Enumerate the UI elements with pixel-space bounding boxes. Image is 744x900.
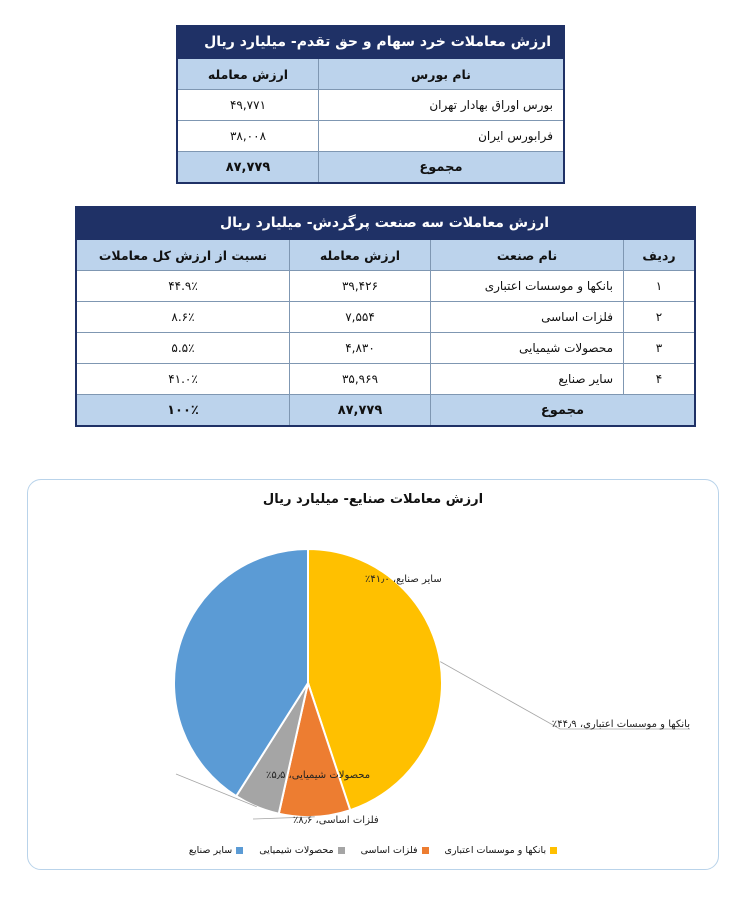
table-row [76, 302, 695, 333]
table1-cell-exchange: فرابورس ایران [319, 121, 565, 152]
table1-total-value: ۸۷,۷۷۹ [177, 152, 319, 184]
chart-legend [28, 845, 718, 856]
table2-cell-percent: ۸.۶٪ [76, 302, 290, 333]
pie-chart-card [27, 479, 719, 870]
table-row [76, 271, 695, 302]
data-label: فلزات اساسی، ۸٫۶٪ [293, 815, 379, 826]
legend-item [259, 845, 344, 856]
table-row [177, 121, 564, 152]
table-row [76, 364, 695, 395]
table1-total-row [177, 152, 564, 184]
chart-title: ارزش معاملات صنایع- میلیارد ریال [262, 492, 484, 507]
table-row [177, 90, 564, 121]
table2-total-percent: ۱۰۰٪ [76, 395, 290, 427]
table2-cell-value: ۳۹,۴۲۶ [290, 271, 431, 302]
table1-header-exchange: نام بورس [319, 58, 565, 90]
data-label: بانکها و موسسات اعتباری، ۴۴٫۹٪ [551, 719, 690, 730]
table2-cell-industry: سایر صنایع [431, 364, 624, 395]
retail-trading-table [176, 25, 565, 184]
table2-header-row: ردیف [624, 239, 696, 271]
table1-header-value: ارزش معامله [177, 58, 319, 90]
table2-cell-index: ۲ [624, 302, 696, 333]
table2-total-label: مجموع [431, 395, 696, 427]
legend-label: سایر صنایع [188, 845, 233, 856]
table2-cell-industry: محصولات شیمیایی [431, 333, 624, 364]
table2-title: ارزش معاملات سه صنعت پرگردش- میلیارد ریال [76, 207, 695, 239]
legend-swatch [236, 847, 243, 854]
table2-total-row [76, 395, 695, 427]
data-label: سایر صنایع، ۴۱٫۰٪ [365, 574, 442, 585]
table1-title: ارزش معاملات خرد سهام و حق تقدم- میلیارد ریال [177, 26, 564, 58]
table1-total-label: مجموع [319, 152, 565, 184]
legend-item [445, 845, 558, 856]
legend-swatch [338, 847, 345, 854]
table-row [76, 333, 695, 364]
table2-cell-index: ۱ [624, 271, 696, 302]
legend-swatch [422, 847, 429, 854]
table2-header-value: ارزش معامله [290, 239, 431, 271]
legend-label: محصولات شیمیایی [259, 845, 334, 856]
legend-item [361, 845, 429, 856]
table2-cell-percent: ۴۱.۰٪ [76, 364, 290, 395]
pie-chart [28, 480, 718, 869]
table2-cell-industry: فلزات اساسی [431, 302, 624, 333]
table2-total-value: ۸۷,۷۷۹ [290, 395, 431, 427]
table2-cell-value: ۷,۵۵۴ [290, 302, 431, 333]
table2-cell-index: ۴ [624, 364, 696, 395]
table2-cell-value: ۳۵,۹۶۹ [290, 364, 431, 395]
legend-swatch [550, 847, 557, 854]
industry-trading-table [75, 206, 696, 427]
data-label: محصولات شیمیایی، ۵٫۵٪ [266, 770, 371, 781]
legend-label: بانکها و موسسات اعتباری [444, 845, 547, 856]
legend-item [189, 845, 243, 856]
table1-cell-value: ۴۹,۷۷۱ [177, 90, 319, 121]
table2-cell-percent: ۵.۵٪ [76, 333, 290, 364]
table2-cell-index: ۳ [624, 333, 696, 364]
table2-cell-percent: ۴۴.۹٪ [76, 271, 290, 302]
table2-header-percent: نسبت از ارزش کل معاملات [76, 239, 290, 271]
table2-cell-industry: بانکها و موسسات اعتباری [431, 271, 624, 302]
table2-cell-value: ۴,۸۳۰ [290, 333, 431, 364]
legend-label: فلزات اساسی [360, 845, 418, 856]
table1-cell-exchange: بورس اوراق بهادار تهران [319, 90, 565, 121]
table2-header-industry: نام صنعت [431, 239, 624, 271]
table1-cell-value: ۳۸,۰۰۸ [177, 121, 319, 152]
